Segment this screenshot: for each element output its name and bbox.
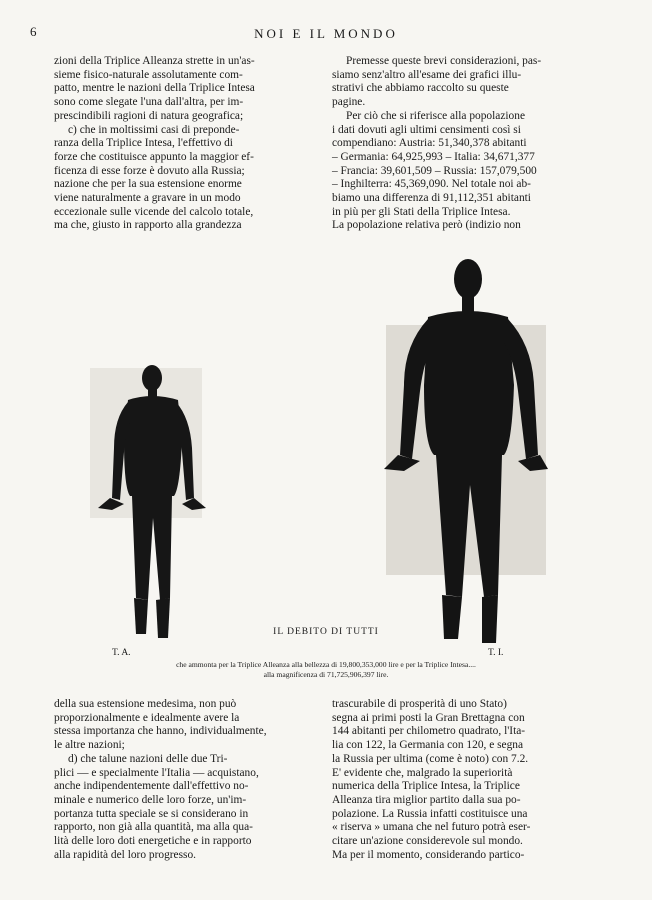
text-line: forze che costituisce appunto la maggior ef- bbox=[54, 150, 254, 163]
text-line: viene naturalmente a gravare in un modo bbox=[54, 192, 241, 205]
text-line: c) che in moltissimi casi di preponde- bbox=[68, 123, 240, 136]
text-line: proporzionalmente e idealmente avere la bbox=[54, 711, 240, 724]
text-line: la Russia per ultima (come è noto) con 7.2. bbox=[332, 752, 529, 765]
text-column-top-right bbox=[332, 55, 586, 233]
text-line: plici — e specialmente l'Italia — acquistano, bbox=[54, 766, 259, 779]
text-line: 144 abitanti per chilometro quadrato, l'Ita- bbox=[332, 725, 526, 738]
figure-torso bbox=[124, 396, 182, 496]
text-line: – Germania: 64,925,993 – Italia: 34,671,377 bbox=[332, 150, 535, 163]
text-line: numerica della Triplice Intesa, la Triplice bbox=[332, 780, 520, 793]
text-line: della sua estensione medesima, non può bbox=[54, 698, 237, 710]
label-triple-entente: T. I. bbox=[488, 648, 504, 658]
text-line: siamo senz'altro all'esame dei grafici illu- bbox=[332, 68, 522, 81]
text-line: rapporto, non già alla quantità, ma alla qua- bbox=[54, 821, 253, 834]
text-line: « riserva » umana che nel futuro potrà eser- bbox=[332, 821, 531, 834]
text-line: sieme fisico-naturale assolutamente com- bbox=[54, 68, 243, 81]
text-line: Ma per il momento, considerando partico- bbox=[332, 848, 525, 861]
text-line: biamo una differenza di 91,112,351 abitanti bbox=[332, 192, 531, 205]
text-line: Premesse queste brevi considerazioni, pas- bbox=[346, 55, 542, 67]
text-line: lità delle loro doti energetiche e in rapporto bbox=[54, 835, 252, 848]
text-line: minale e numerico delle loro forze, un'im- bbox=[54, 793, 247, 806]
figure-title: IL DEBITO DI TUTTI bbox=[273, 627, 379, 637]
text-line: Alleanza tira miglior partito dalla sua po- bbox=[332, 793, 521, 806]
caption-line: che ammonta per la Triplice Alleanza alla bellezza di 19,800,353,000 lire e per la Triplice Intesa.... bbox=[176, 660, 476, 669]
text-line: segna ai primi posti la Gran Brettagna con bbox=[332, 711, 525, 724]
running-title: NOI E IL MONDO bbox=[254, 26, 398, 41]
text-column-bottom-right bbox=[332, 698, 586, 862]
text-line: ranza della Triplice Intesa, l'effettivo di bbox=[54, 137, 233, 150]
text-line: portanza tutta speciale se si considerano in bbox=[54, 807, 249, 820]
text-line: i dati dovuti agli ultimi censimenti così si bbox=[332, 123, 521, 136]
text-column-top-left bbox=[54, 55, 308, 233]
text-line: lia con 122, la Germania con 120, e segna bbox=[332, 739, 524, 752]
text-line: polazione. La Russia infatti costituisce una bbox=[332, 807, 528, 820]
large-silhouette-illustration bbox=[380, 255, 550, 647]
caption-line: alla magnificenza di 71,725,906,397 lire. bbox=[263, 669, 389, 679]
text-line: eccezionale sulle vicende del calcolo totale, bbox=[54, 205, 254, 218]
text-column-bottom-left bbox=[54, 698, 308, 862]
text-line: in più per gli Stati della Triplice Intesa. bbox=[332, 205, 511, 218]
text-line: citare un'azione considerevole sul mondo. bbox=[332, 835, 523, 848]
label-triple-alliance: T. A. bbox=[112, 648, 131, 658]
text-line: La popolazione relativa però (indizio non bbox=[332, 219, 521, 232]
text-line: ma che, giusto in rapporto alla grandezza bbox=[54, 219, 242, 232]
text-line: E' evidente che, malgrado la superiorità bbox=[332, 766, 513, 779]
figure-neck bbox=[462, 295, 474, 313]
text-line: nazione che per la sua estensione enorme bbox=[54, 178, 242, 191]
figure-head bbox=[142, 365, 162, 391]
text-line: – Inghilterra: 45,369,090. Nel totale noi ab- bbox=[332, 178, 531, 191]
text-line: zioni della Triplice Alleanza strette in un'as- bbox=[54, 55, 255, 67]
figure-caption bbox=[60, 660, 592, 679]
text-line: anche indipendentemente dall'effettivo no- bbox=[54, 780, 249, 793]
figure-head bbox=[454, 259, 482, 299]
text-line: pagine. bbox=[332, 96, 366, 109]
figure-torso bbox=[424, 311, 514, 455]
text-line: Per ciò che si riferisce alla popolazione bbox=[346, 109, 526, 122]
text-line: patto, mentre le nazioni della Triplice Intesa bbox=[54, 82, 255, 95]
small-silhouette-illustration bbox=[90, 348, 210, 648]
figure-legs bbox=[132, 496, 172, 600]
text-line: ficenza di esse forze è dovuto alla Russia; bbox=[54, 164, 245, 177]
text-line: strativi che abbiamo raccolto su queste bbox=[332, 82, 509, 95]
page-number: 6 bbox=[30, 24, 37, 39]
text-line: alla rapidità del loro progresso. bbox=[54, 848, 197, 861]
text-line: – Francia: 39,601,509 – Russia: 157,079,500 bbox=[332, 164, 537, 177]
text-line: trascurabile di prosperità di uno Stato) bbox=[332, 698, 507, 710]
text-line: sono come slegate l'una dall'altra, per im- bbox=[54, 96, 244, 109]
text-line: prescindibili ragioni di natura geografica; bbox=[54, 109, 244, 122]
text-line: d) che talune nazioni delle due Tri- bbox=[68, 752, 228, 765]
text-line: stessa importanza che hanno, individualmente, bbox=[54, 725, 267, 738]
text-line: le altre nazioni; bbox=[54, 739, 125, 752]
text-line: compendiano: Austria: 51,340,378 abitanti bbox=[332, 137, 527, 150]
